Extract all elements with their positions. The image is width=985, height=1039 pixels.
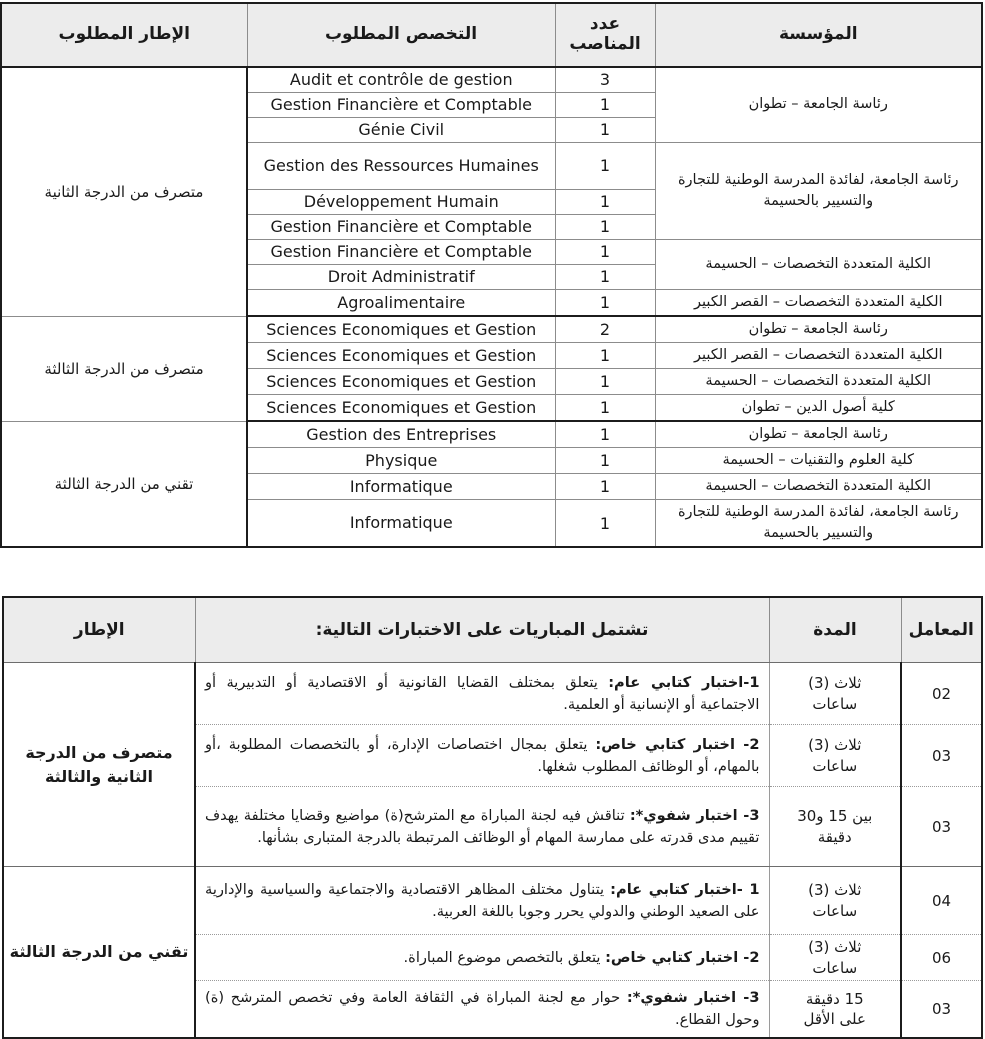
test-description-cell [195,935,769,981]
coefficient-cell: 06 [901,935,982,981]
test-description-cell [195,867,769,935]
positions-table [0,2,983,548]
test-description-cell [195,725,769,787]
specialty-cell: Sciences Economiques et Gestion [247,369,555,395]
specialty-cell: Sciences Economiques et Gestion [247,316,555,343]
positions-count-cell: 1 [555,369,655,395]
test-description-cell [195,663,769,725]
frame-cell: متصرف من الدرجة الثالثة [1,316,247,421]
exams-table [2,596,983,1039]
coefficient-cell: 03 [901,787,982,867]
institution-cell: رئاسة الجامعة، لفائدة المدرسة الوطنية للتجارة والتسيير بالحسيمة [655,500,982,548]
duration-line-1: 15 دقيقة [805,989,864,1008]
duration-line-1: ثلاث (3) [808,881,862,900]
institution-cell: الكلية المتعددة التخصصات – القصر الكبير [655,290,982,317]
table-row [1,421,982,448]
positions-count-cell: 1 [555,421,655,448]
test-title: 3- اختبار شفوي*: [629,806,760,824]
test-body: يتعلق بمختلف القضايا القانونية أو الاقتصادية أو التدبيرية أو الاجتماعية أو الإنسانية أو العلمية. [205,673,760,713]
exams-table-header [3,597,982,663]
frame-cell: متصرف من الدرجة الثانية [1,67,247,316]
exams-table-body [3,663,982,1038]
table-row [1,316,982,343]
col-header-coefficient: المعامل [901,597,982,663]
specialty-cell: Informatique [247,500,555,548]
test-body: يتناول مختلف المظاهر الاقتصادية والاجتماعية والسياسية والإدارية على الصعيد الوطني والدولي يحرر وجوبا باللغة العربية. [205,880,760,920]
test-title: 2- اختبار كتابي خاص: [605,948,760,966]
test-body: حوار مع لجنة المباراة في الثقافة العامة وفي تخصص المترشح (ة) وحول القطاع. [205,989,760,1028]
duration-line-2: على الأقل [803,1009,866,1028]
duration-line-2: دقيقة [817,827,852,846]
table-row [3,663,982,725]
positions-count-cell: 1 [555,290,655,317]
table-row [3,867,982,935]
specialty-cell: Agroalimentaire [247,290,555,317]
positions-count-cell: 1 [555,240,655,265]
positions-count-cell: 1 [555,265,655,290]
specialty-cell: Sciences Economiques et Gestion [247,343,555,369]
exam-frame-line-2: الثانية والثالثة [44,766,154,786]
test-description-cell [195,787,769,867]
institution-cell: رئاسة الجامعة، لفائدة المدرسة الوطنية للتجارة والتسيير بالحسيمة [655,143,982,240]
col-header-institution: المؤسسة [655,3,982,67]
specialty-cell: Développement Humain [247,190,555,215]
coefficient-cell: 02 [901,663,982,725]
duration-line-2: ساعات [812,958,858,977]
duration-line-2: ساعات [812,756,858,775]
positions-table-body [1,67,982,547]
specialty-cell: Audit et contrôle de gestion [247,67,555,93]
institution-cell: الكلية المتعددة التخصصات – الحسيمة [655,240,982,290]
table-header-row [1,3,982,67]
positions-count-cell: 1 [555,474,655,500]
positions-count-cell: 1 [555,93,655,118]
test-title: 3- اختبار شفوي*: [626,989,760,1006]
test-title: 2- اختبار كتابي خاص: [595,735,760,753]
positions-count-cell: 3 [555,67,655,93]
specialty-cell: Droit Administratif [247,265,555,290]
duration-line-1: ثلاث (3) [808,674,862,693]
specialty-cell: Sciences Economiques et Gestion [247,395,555,422]
specialty-cell: Génie Civil [247,118,555,143]
exam-frame-line-1: تقني من الدرجة الثالثة [9,941,189,961]
frame-cell: تقني من الدرجة الثالثة [1,421,247,547]
positions-count-cell: 1 [555,190,655,215]
table-row [1,67,982,93]
exam-frame-cell [3,663,195,867]
duration-line-2: ساعات [812,901,858,920]
positions-count-cell: 2 [555,316,655,343]
duration-line-1: ثلاث (3) [808,938,862,957]
specialty-cell: Gestion Financière et Comptable [247,240,555,265]
duration-cell [769,663,901,725]
test-body: يتعلق بمجال اختصاصات الإدارة، أو بالتخصصات المطلوبة ،أو بالمهام، أو الوظائف المطلوب شغلها. [205,735,760,775]
duration-cell [769,935,901,981]
positions-count-cell: 1 [555,395,655,422]
duration-line-2: ساعات [812,694,858,713]
specialty-cell: Gestion Financière et Comptable [247,215,555,240]
duration-line-1: بين 15 و30 [797,807,873,826]
specialty-cell: Gestion Financière et Comptable [247,93,555,118]
exam-frame-cell [3,867,195,1038]
positions-count-cell: 1 [555,143,655,190]
duration-line-1: ثلاث (3) [808,736,862,755]
coefficient-cell: 03 [901,725,982,787]
duration-cell [769,787,901,867]
test-body: تناقش فيه لجنة المباراة مع المترشح(ة) مواضيع وقضايا مختلفة يهدف تقييم مدى قدرته على ممارسة المهام أو الوظائف المرتبطة بالدرجة المتبارى بشأنها. [205,806,760,846]
coefficient-cell: 04 [901,867,982,935]
col-header-count-line2: المناصب [569,34,641,54]
duration-cell [769,981,901,1038]
col-header-duration: المدة [769,597,901,663]
positions-count-cell: 1 [555,343,655,369]
specialty-cell: Gestion des Ressources Humaines [247,143,555,190]
col-header-specialty: التخصص المطلوب [247,3,555,67]
institution-cell: كلية العلوم والتقنيات – الحسيمة [655,448,982,474]
institution-cell: الكلية المتعددة التخصصات – الحسيمة [655,474,982,500]
test-title: 1-اختبار كتابي عام: [608,673,760,691]
positions-count-cell: 1 [555,118,655,143]
institution-cell: رئاسة الجامعة – تطوان [655,316,982,343]
institution-cell: رئاسة الجامعة – تطوان [655,421,982,448]
col-header-count [555,3,655,67]
test-description-cell [195,981,769,1038]
test-title: 1 -اختبار كتابي عام: [610,880,760,898]
specialty-cell: Gestion des Entreprises [247,421,555,448]
positions-count-cell: 1 [555,500,655,548]
col-header-frame: الإطار [3,597,195,663]
table-header-row [3,597,982,663]
positions-count-cell: 1 [555,448,655,474]
col-header-frame: الإطار المطلوب [1,3,247,67]
institution-cell: الكلية المتعددة التخصصات – القصر الكبير [655,343,982,369]
positions-count-cell: 1 [555,215,655,240]
positions-table-header [1,3,982,67]
institution-cell: رئاسة الجامعة – تطوان [655,67,982,143]
institution-cell: الكلية المتعددة التخصصات – الحسيمة [655,369,982,395]
duration-cell [769,867,901,935]
exam-frame-line-1: متصرف من الدرجة [25,742,173,762]
col-header-tests: تشتمل المباريات على الاختبارات التالية: [195,597,769,663]
col-header-count-line1: عدد [589,14,621,35]
duration-cell [769,725,901,787]
institution-cell: كلية أصول الدين – تطوان [655,395,982,422]
specialty-cell: Informatique [247,474,555,500]
coefficient-cell: 03 [901,981,982,1038]
specialty-cell: Physique [247,448,555,474]
test-body: يتعلق بالتخصص موضوع المباراة. [403,948,606,966]
